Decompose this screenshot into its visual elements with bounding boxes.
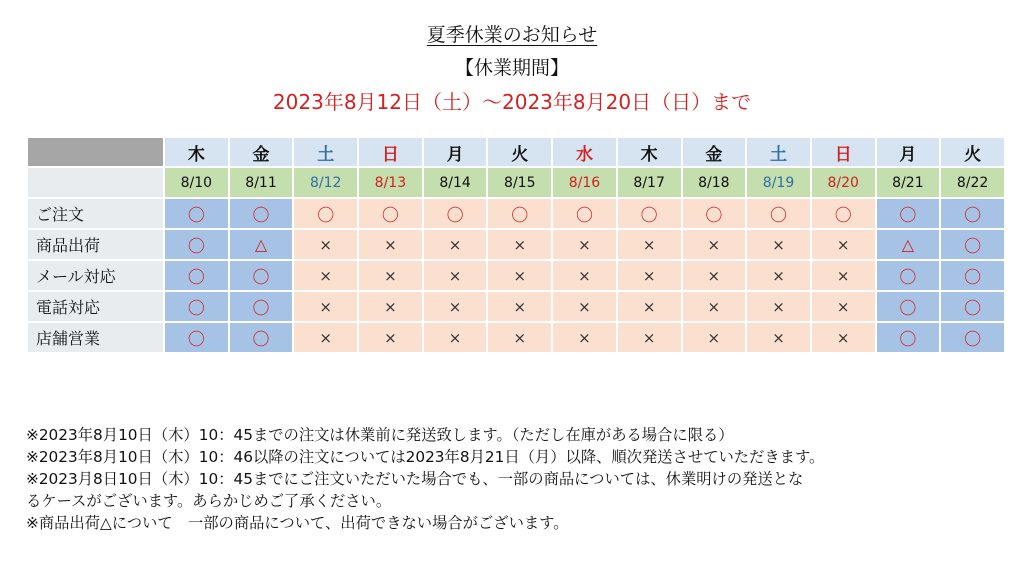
note-line: るケースがございます。あらかじめご了承ください。: [26, 492, 392, 510]
status-cell: [552, 198, 617, 229]
status-cell: [746, 322, 811, 353]
status-cell: [358, 322, 423, 353]
available-mark: 〇: [187, 237, 205, 257]
status-cell: [487, 229, 552, 260]
notice-title: 夏季休業のお知らせ: [426, 24, 598, 46]
row-label: 商品出荷: [27, 229, 164, 260]
unavailable-mark: ×: [836, 235, 850, 254]
unavailable-mark: ×: [772, 235, 785, 254]
status-cell: [552, 229, 617, 260]
weekday-cell: 土: [293, 137, 358, 167]
unavailable-mark: ×: [448, 266, 462, 285]
weekday-cell: 月: [876, 137, 941, 167]
date-cell: 8/14: [423, 167, 488, 198]
status-cell: [811, 322, 876, 353]
unavailable-mark: ×: [707, 266, 721, 285]
notes: [26, 424, 1011, 534]
weekday-cell: 水: [552, 137, 617, 167]
date-cell: 8/19: [746, 167, 811, 198]
weekday-cell: 木: [164, 137, 229, 167]
available-mark: 〇: [187, 330, 205, 350]
status-cell: [876, 198, 941, 229]
status-cell: [811, 229, 876, 260]
weekday-cell: 金: [682, 137, 747, 167]
note-line: ※2023年8月10日（木）10：45までの注文は休業前に発送致します。（ただし在庫がある場合に限る）: [26, 426, 734, 444]
status-cell: [358, 198, 423, 229]
status-cell: [940, 260, 1005, 291]
status-cell: [682, 260, 747, 291]
available-mark: 〇: [705, 206, 723, 226]
status-cell: [487, 322, 552, 353]
status-cell: [229, 198, 294, 229]
status-cell: [164, 291, 229, 322]
status-cell: [552, 260, 617, 291]
status-cell: [552, 291, 617, 322]
status-cell: [617, 322, 682, 353]
available-mark: 〇: [187, 268, 205, 288]
unavailable-mark: ×: [384, 266, 397, 285]
available-mark: 〇: [964, 299, 982, 319]
available-mark: 〇: [381, 206, 399, 226]
status-cell: [746, 260, 811, 291]
available-mark: 〇: [899, 299, 917, 319]
weekday-cell: 日: [358, 137, 423, 167]
partial-mark: △: [901, 235, 915, 254]
date-cell: 8/10: [164, 167, 229, 198]
status-cell: [164, 260, 229, 291]
unavailable-mark: ×: [642, 328, 656, 347]
status-cell: [293, 322, 358, 353]
status-cell: [682, 198, 747, 229]
schedule-row: [27, 198, 1005, 229]
unavailable-mark: ×: [578, 297, 591, 316]
status-cell: [746, 198, 811, 229]
available-mark: 〇: [834, 206, 852, 226]
status-cell: [940, 229, 1005, 260]
date-cell: 8/11: [229, 167, 294, 198]
row-label: ご注文: [27, 198, 164, 229]
note-line: ※2023年8月10日（木）10：46以降の注文については2023年8月21日（月）以降、順次発送させていただきます。: [26, 448, 825, 466]
weekday-cell: 火: [940, 137, 1005, 167]
status-cell: [746, 229, 811, 260]
unavailable-mark: ×: [707, 235, 721, 254]
status-cell: [552, 322, 617, 353]
unavailable-mark: ×: [513, 297, 527, 316]
status-cell: [811, 198, 876, 229]
weekday-cell: 木: [617, 137, 682, 167]
available-mark: 〇: [252, 330, 270, 350]
status-cell: [487, 198, 552, 229]
unavailable-mark: ×: [448, 328, 462, 347]
status-cell: [358, 291, 423, 322]
status-cell: [164, 322, 229, 353]
row-label: メール対応: [27, 260, 164, 291]
available-mark: 〇: [317, 206, 335, 226]
date-cell: 8/16: [552, 167, 617, 198]
closure-dates: 2023年8月12日（土）～2023年8月20日（日）まで: [272, 90, 752, 114]
schedule-table: [26, 136, 1006, 354]
available-mark: 〇: [770, 206, 788, 226]
available-mark: 〇: [964, 268, 982, 288]
unavailable-mark: ×: [642, 297, 656, 316]
row-label: 電話対応: [27, 291, 164, 322]
unavailable-mark: ×: [578, 266, 591, 285]
status-cell: [940, 198, 1005, 229]
date-cell: 8/20: [811, 167, 876, 198]
status-cell: [423, 291, 488, 322]
weekday-header-row: [27, 137, 1005, 167]
status-cell: [423, 198, 488, 229]
status-cell: [423, 229, 488, 260]
date-header-corner: [27, 167, 164, 198]
date-cell: 8/13: [358, 167, 423, 198]
status-cell: [358, 229, 423, 260]
status-cell: [487, 260, 552, 291]
status-cell: [293, 198, 358, 229]
unavailable-mark: ×: [772, 297, 785, 316]
date-header-row: [27, 167, 1005, 198]
status-cell: [811, 291, 876, 322]
unavailable-mark: ×: [319, 328, 332, 347]
status-cell: [876, 291, 941, 322]
status-cell: [617, 260, 682, 291]
date-cell: 8/22: [940, 167, 1005, 198]
unavailable-mark: ×: [578, 328, 591, 347]
schedule-row: [27, 260, 1005, 291]
status-cell: [293, 260, 358, 291]
date-cell: 8/21: [876, 167, 941, 198]
status-cell: [358, 260, 423, 291]
header-corner: [27, 137, 164, 167]
status-cell: [876, 229, 941, 260]
unavailable-mark: ×: [384, 297, 397, 316]
status-cell: [164, 229, 229, 260]
unavailable-mark: ×: [578, 235, 591, 254]
status-cell: [682, 322, 747, 353]
schedule-row: [27, 229, 1005, 260]
available-mark: 〇: [187, 206, 205, 226]
status-cell: [229, 291, 294, 322]
status-cell: [940, 322, 1005, 353]
unavailable-mark: ×: [448, 235, 462, 254]
unavailable-mark: ×: [707, 328, 721, 347]
unavailable-mark: ×: [513, 266, 527, 285]
status-cell: [746, 291, 811, 322]
schedule-row: [27, 291, 1005, 322]
weekday-cell: 日: [811, 137, 876, 167]
unavailable-mark: ×: [319, 297, 332, 316]
weekday-cell: 火: [487, 137, 552, 167]
status-cell: [487, 291, 552, 322]
unavailable-mark: ×: [319, 235, 332, 254]
status-cell: [423, 260, 488, 291]
status-cell: [682, 291, 747, 322]
available-mark: 〇: [899, 206, 917, 226]
unavailable-mark: ×: [772, 266, 785, 285]
weekday-cell: 金: [229, 137, 294, 167]
schedule-row: [27, 322, 1005, 353]
unavailable-mark: ×: [707, 297, 721, 316]
weekday-cell: 月: [423, 137, 488, 167]
unavailable-mark: ×: [513, 328, 527, 347]
available-mark: 〇: [252, 299, 270, 319]
date-cell: 8/17: [617, 167, 682, 198]
available-mark: 〇: [575, 206, 593, 226]
unavailable-mark: ×: [836, 328, 850, 347]
status-cell: [617, 229, 682, 260]
available-mark: 〇: [899, 330, 917, 350]
available-mark: 〇: [187, 299, 205, 319]
status-cell: [229, 260, 294, 291]
status-cell: [617, 198, 682, 229]
date-cell: 8/15: [487, 167, 552, 198]
unavailable-mark: ×: [772, 328, 785, 347]
status-cell: [876, 322, 941, 353]
status-cell: [423, 322, 488, 353]
available-mark: 〇: [252, 268, 270, 288]
available-mark: 〇: [964, 206, 982, 226]
note-line: ※2023月8日10日（木）10：45までにご注文いただいた場合でも、一部の商品については、休業明けの発送とな: [26, 470, 804, 488]
unavailable-mark: ×: [642, 235, 656, 254]
status-cell: [229, 229, 294, 260]
weekday-cell: 土: [746, 137, 811, 167]
available-mark: 〇: [640, 206, 658, 226]
unavailable-mark: ×: [448, 297, 462, 316]
available-mark: 〇: [446, 206, 464, 226]
status-cell: [164, 198, 229, 229]
unavailable-mark: ×: [836, 297, 850, 316]
status-cell: [682, 229, 747, 260]
row-label: 店舗営業: [27, 322, 164, 353]
available-mark: 〇: [899, 268, 917, 288]
unavailable-mark: ×: [319, 266, 332, 285]
unavailable-mark: ×: [642, 266, 656, 285]
available-mark: 〇: [964, 237, 982, 257]
available-mark: 〇: [252, 206, 270, 226]
available-mark: 〇: [964, 330, 982, 350]
status-cell: [876, 260, 941, 291]
unavailable-mark: ×: [384, 328, 397, 347]
unavailable-mark: ×: [836, 266, 850, 285]
status-cell: [293, 229, 358, 260]
note-line: ※商品出荷△について 一部の商品について、出荷できない場合がございます。: [26, 514, 569, 532]
status-cell: [617, 291, 682, 322]
status-cell: [811, 260, 876, 291]
unavailable-mark: ×: [513, 235, 527, 254]
status-cell: [229, 322, 294, 353]
closure-period-label: 【休業期間】: [454, 57, 569, 79]
unavailable-mark: ×: [384, 235, 397, 254]
partial-mark: △: [254, 235, 268, 254]
date-cell: 8/18: [682, 167, 747, 198]
status-cell: [940, 291, 1005, 322]
status-cell: [293, 291, 358, 322]
available-mark: 〇: [511, 206, 529, 226]
date-cell: 8/12: [293, 167, 358, 198]
